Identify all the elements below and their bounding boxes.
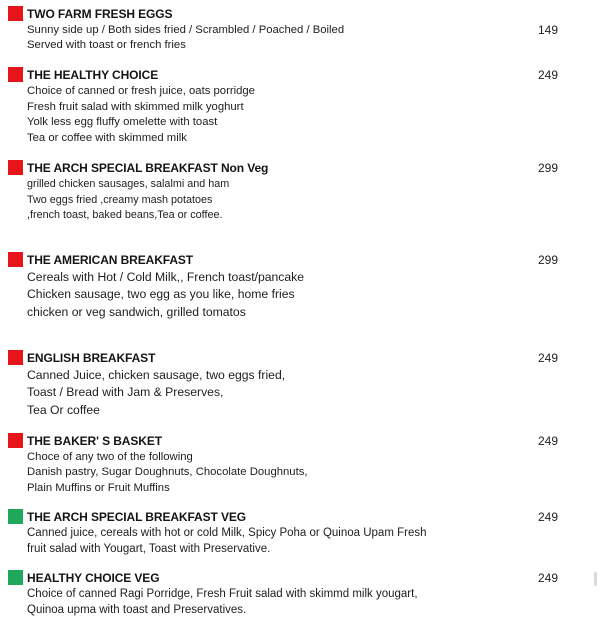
description-line: Choce of any two of the following: [27, 451, 193, 463]
menu-item-description: [27, 587, 418, 618]
description-line: Yolk less egg fluffy omelette with toast: [27, 116, 218, 129]
menu-item-title: THE AMERICAN BREAKFAST: [27, 253, 194, 267]
description-line: Choice of canned Ragi Porridge, Fresh Fruit salad with skimmd milk yougart,: [27, 588, 418, 600]
veg-marker-icon: [8, 509, 23, 524]
menu-item-title: ENGLISH BREAKFAST: [27, 351, 156, 365]
description-line: Tea or coffee with skimmed milk: [27, 132, 187, 145]
menu-item-description: [27, 367, 285, 419]
description-line: Chicken sausage, two egg as you like, home fries: [27, 287, 295, 302]
menu-item-title: THE ARCH SPECIAL BREAKFAST Non Veg: [27, 161, 269, 175]
description-line: ,french toast, baked beans,Tea or coffee.: [27, 209, 223, 221]
menu-item-description: [27, 84, 255, 147]
menu-item-price: 249: [537, 434, 558, 448]
description-line: Served with toast or french fries: [27, 39, 186, 52]
non-veg-marker-icon: [8, 252, 23, 267]
non-veg-marker-icon: [8, 160, 23, 175]
menu-item-price: 249: [537, 351, 558, 365]
description-line: Cereals with Hot / Cold Milk,, French toast/pancake: [27, 270, 305, 284]
menu-item-description: [27, 450, 308, 496]
menu-item-price: 249: [537, 68, 558, 82]
description-line: Canned Juice, chicken sausage, two eggs fried,: [27, 368, 286, 382]
menu-item-title: THE BAKER' S BASKET: [27, 434, 162, 448]
description-line: Tea Or coffee: [27, 402, 100, 417]
menu-item-price: 299: [537, 253, 558, 267]
description-line: Toast / Bread with Jam & Preserves,: [27, 385, 224, 400]
description-line: Canned juice, cereals with hot or cold Milk, Spicy Poha or Quinoa Upam Fresh: [27, 527, 427, 539]
non-veg-marker-icon: [8, 433, 23, 448]
menu-item-description: [27, 23, 344, 54]
description-line: chicken or veg sandwich, grilled tomatos: [27, 304, 246, 319]
non-veg-marker-icon: [8, 350, 23, 365]
description-line: Plain Muffins or Fruit Muffins: [27, 481, 170, 494]
description-line: Danish pastry, Sugar Doughnuts, Chocolate Doughnuts,: [27, 466, 308, 479]
description-line: grilled chicken sausages, salalmi and ham: [27, 178, 230, 190]
non-veg-marker-icon: [8, 6, 23, 21]
description-line: Choice of canned or fresh juice, oats porridge: [27, 85, 255, 97]
description-line: fruit salad with Yougart, Toast with Preservative.: [27, 542, 271, 555]
menu-item-price: 299: [537, 161, 558, 175]
menu-item-title: THE ARCH SPECIAL BREAKFAST VEG: [27, 510, 247, 524]
menu-item-title: HEALTHY CHOICE VEG: [27, 571, 160, 585]
menu-item-price: 249: [537, 510, 558, 524]
veg-marker-icon: [8, 570, 23, 585]
menu-item-title: TWO FARM FRESH EGGS: [27, 7, 173, 21]
menu-item-description: [27, 526, 427, 557]
description-line: Quinoa upma with toast and Preservatives.: [27, 603, 247, 616]
description-line: Sunny side up / Both sides fried / Scrambled / Poached / Boiled: [27, 24, 345, 36]
page-edge-mark: [594, 572, 597, 586]
menu-item-price: 149: [537, 23, 558, 37]
non-veg-marker-icon: [8, 67, 23, 82]
menu-item-description: [27, 177, 229, 224]
description-line: Fresh fruit salad with skimmed milk yoghurt: [27, 100, 244, 113]
menu-item-description: [27, 269, 304, 321]
menu-item-title: THE HEALTHY CHOICE: [27, 68, 159, 82]
menu-item-price: 249: [537, 571, 558, 585]
description-line: Two eggs fried ,creamy mash potatoes: [27, 193, 213, 206]
